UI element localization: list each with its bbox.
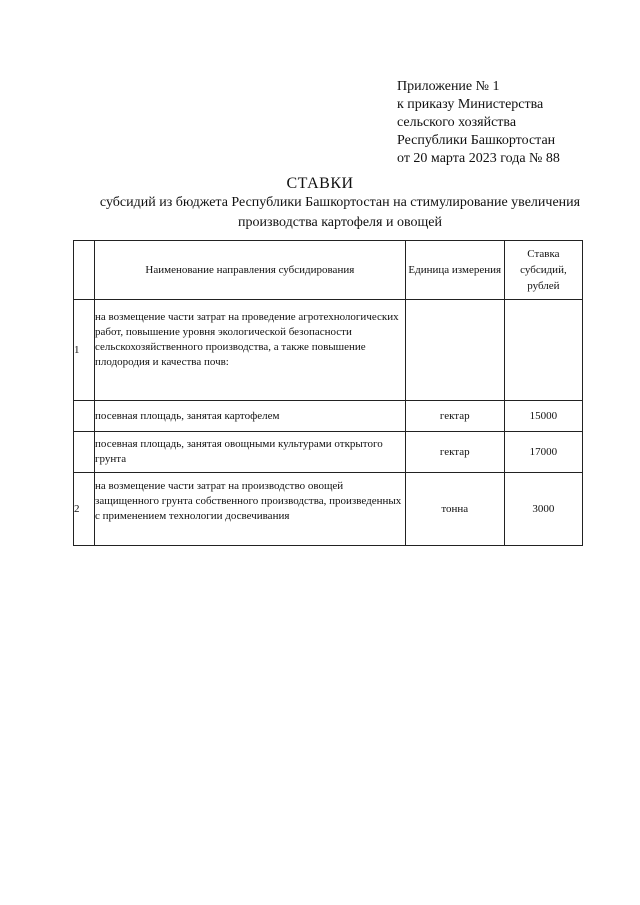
table-row [74,300,583,401]
header-rate-cell: Ставка субсидий, рублей [504,241,582,300]
row-unit: тонна [405,473,504,546]
row-name: посевная площадь, занятая картофелем [95,401,406,432]
appendix-line: от 20 марта 2023 года № 88 [397,151,560,166]
row-number [74,432,95,473]
row-number [74,401,95,432]
document-title: СТАВКИ [286,175,354,192]
row-rate: 15000 [504,401,582,432]
row-unit: гектар [405,432,504,473]
rates-table [73,240,583,546]
appendix-line: к приказу Министерства [397,97,544,112]
row-number: 2 [74,473,95,546]
appendix-line: Приложение № 1 [397,79,500,94]
row-unit: гектар [405,401,504,432]
appendix-line: Республики Башкортостан [397,133,556,148]
appendix-line: сельского хозяйства [397,115,517,130]
header-unit-cell: Единица измерения [405,241,504,300]
header-num-cell [74,241,95,300]
subtitle-line-1: субсидий из бюджета Республики Башкортостан на стимулирование увеличения [99,195,581,210]
row-name: на возмещение части затрат на производство овощей защищенного грунта собственного производства, произведенных с применением технологии досвечивания [95,473,406,546]
row-name: посевная площадь, занятая овощными культурами открытого грунта [95,432,406,473]
appendix-block [397,78,627,168]
table-row [74,401,583,432]
row-number: 1 [74,300,95,401]
table-row [74,432,583,473]
row-unit [405,300,504,401]
row-rate: 3000 [504,473,582,546]
row-rate [504,300,582,401]
header-name-cell: Наименование направления субсидирования [95,241,406,300]
table-header-row [74,241,583,300]
row-rate: 17000 [504,432,582,473]
row-name: на возмещение части затрат на проведение агротехнологических работ, повышение уровня экологической безопасности сельскохозяйственного производства, а также повышение плодородия и качества почв: [95,300,406,401]
document-subtitle [60,193,620,233]
table-row [74,473,583,546]
subtitle-line-2: производства картофеля и овощей [238,215,442,230]
